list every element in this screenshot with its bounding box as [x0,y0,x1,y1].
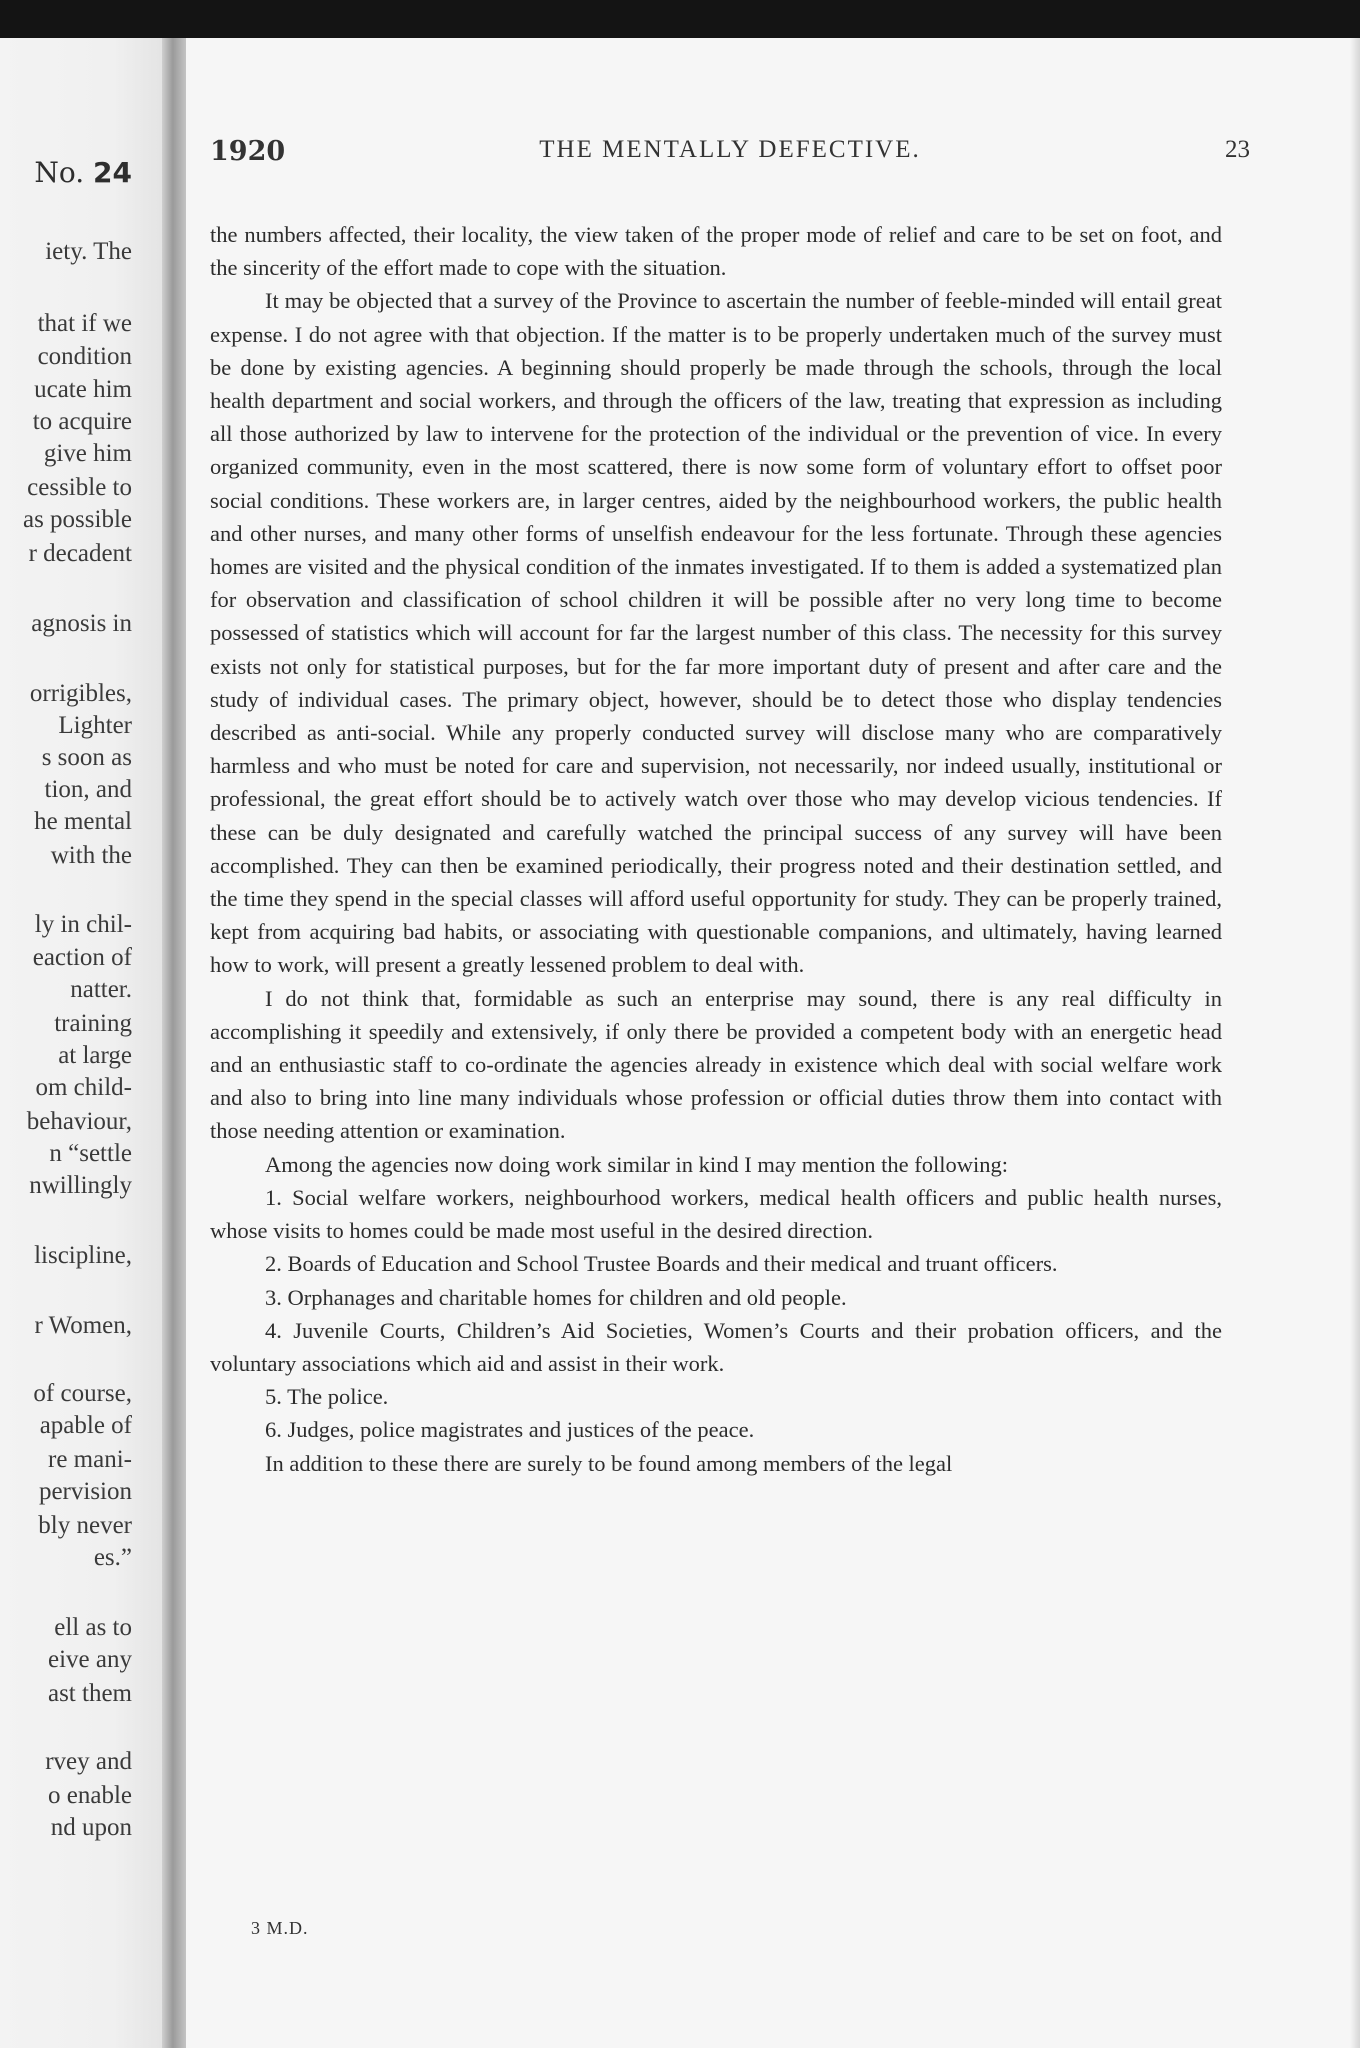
previous-page-line: ell as to [54,1614,132,1641]
previous-page-line: ly in chil- [34,911,132,938]
previous-page-header-prefix: No. [34,156,85,189]
current-page [186,38,1360,2048]
paragraph: In addition to these there are surely to be found among members of the legal [265,1450,953,1476]
page-edge-shadow [1350,38,1360,2048]
running-head-year: 1920 [210,136,286,167]
previous-page-line: eaction of [32,944,132,971]
previous-page-line: rvey and [45,1748,132,1775]
list-item: 4. Juvenile Courts, Children’s Aid Societies, Women’s Courts and their probation officers, and the voluntary associations which aid and assist in their work. [210,1317,1222,1376]
previous-page-line: o enable [48,1782,132,1809]
book-spread [0,38,1360,2048]
previous-page-line: as possible [22,506,132,533]
previous-page-line: with the [50,842,132,869]
previous-page-line: behaviour, [26,1108,132,1135]
previous-page-line: give him [43,440,132,467]
previous-page-line: Lighter [58,712,132,739]
previous-page-line: nwillingly [29,1172,132,1199]
running-head [210,136,1250,176]
previous-page-line: nd upon [50,1814,132,1841]
previous-page-line: tion, and [44,776,132,803]
previous-page-line: that if we [37,310,132,337]
previous-page-number: 24 [93,156,132,189]
paragraph: the numbers affected, their locality, the view taken of the proper mode of relief and care to be set on foot, and the sincerity of the effort made to cope with the situation. [210,222,1222,281]
list-item: 6. Judges, police magistrates and justices of the peace. [265,1417,755,1443]
previous-page-line: bly never [38,1512,132,1539]
running-head-title: THE MENTALLY DEFECTIVE. [539,136,921,163]
list-item: 2. Boards of Education and School Trustee Boards and their medical and truant officers. [265,1251,1058,1277]
previous-page-line: om child- [35,1074,132,1101]
previous-page-line: eive any [48,1646,132,1673]
previous-page-line: iety. The [45,238,132,265]
previous-page-header [34,156,132,189]
previous-page-line: es.” [93,1544,132,1571]
previous-page-line: r decadent [28,540,132,567]
previous-page-line: pervision [38,1478,132,1505]
previous-page-line: n “settle [49,1140,132,1167]
previous-page-line: orrigibles, [29,680,132,707]
list-item: 1. Social welfare workers, neighbourhood workers, medical health officers and public health nurses, whose visits to homes could be made most useful in the desired direction. [210,1184,1222,1244]
paragraph: It may be objected that a survey of the Province to ascertain the number of feeble-minded will entail great expense. I do not agree with that objection. If the matter is to be properly undertaken much of the survey must be done by existing agencies. A beginning should properly be made through the schools, through the local health department and social workers, and through the officers of the law, treating that expression as including all those authorized by law to intervene for the protection of the individual or the prevention of vice. In every organized community, even in the most scattered, there is now some form of voluntary effort to offset poor social conditions. These workers are, in larger centres, aided by the neighbourhood workers, the public health and other nurses, and many other forms of unselfish endeavour for the less fortunate. Through these agencies homes are visited and the physical condition of the inmates investigated. If to them is added a systematized plan for observation and classification of school children it will be possible after no very long time to become possessed of statistics which will account for far the largest number of this class. The necessity for this survey exists not only for statistical purposes, but for the far more important duty of present and after care and the study of individual cases. The primary object, however, should be to detect those who display tendencies described as anti-social. While any properly conducted survey will disclose many who are comparatively harmless and who must be noted for care and supervision, not necessarily, nor indeed usually, institutional or professional, the great effort should be to actively watch over those who may develop vicious tendencies. If these can be duly designated and carefully watched the principal success of any survey will have been accomplished. They can then be examined periodically, their progress noted and their destination settled, and the time they spend in the special classes will afford useful opportunity for study. They can be properly trained, kept from acquiring bad habits, or associating with questionable companions, and ultimately, having learned how to work, will present a greatly lessened problem to deal with. [210,288,1222,978]
signature-mark: 3 M.D. [251,1918,309,1938]
previous-page-line: re mani- [48,1446,132,1473]
previous-page-line: ast them [47,1680,132,1707]
previous-page-line: s soon as [41,744,132,771]
previous-page-line: of course, [33,1380,132,1407]
scan-top-border [0,0,1360,38]
list-item: 5. The police. [265,1384,389,1410]
previous-page-line: r Women, [34,1312,132,1339]
paragraph: Among the agencies now doing work similar in kind I may mention the following: [265,1151,1009,1177]
previous-page-fragment [0,38,162,2048]
list-item: 3. Orphanages and charitable homes for children and old people. [265,1284,847,1310]
previous-page-line: condition [37,343,132,370]
book-gutter [162,38,186,2048]
previous-page-line: natter. [70,976,132,1003]
paragraph: I do not think that, formidable as such an enterprise may sound, there is any real difficulty in accomplishing it speedily and extensively, if only there be provided a competent body with an energetic head and an enthusiastic staff to co-ordinate the agencies already in existence which deal with social welfare work and also to bring into line many individuals whose profession or official duties throw them into contact with those needing attention or examination. [210,985,1222,1144]
previous-page-line: cessible to [27,474,132,501]
previous-page-line: he mental [34,808,132,835]
previous-page-line: training [54,1010,132,1037]
previous-page-line: agnosis in [31,610,132,637]
previous-page-line: at large [58,1042,132,1069]
previous-page-line: ucate him [34,376,132,403]
previous-page-line: to acquire [32,408,132,435]
page-number: 23 [1225,136,1250,163]
previous-page-line: liscipline, [34,1242,132,1269]
body-text [210,218,1222,1480]
previous-page-line: apable of [39,1412,132,1439]
